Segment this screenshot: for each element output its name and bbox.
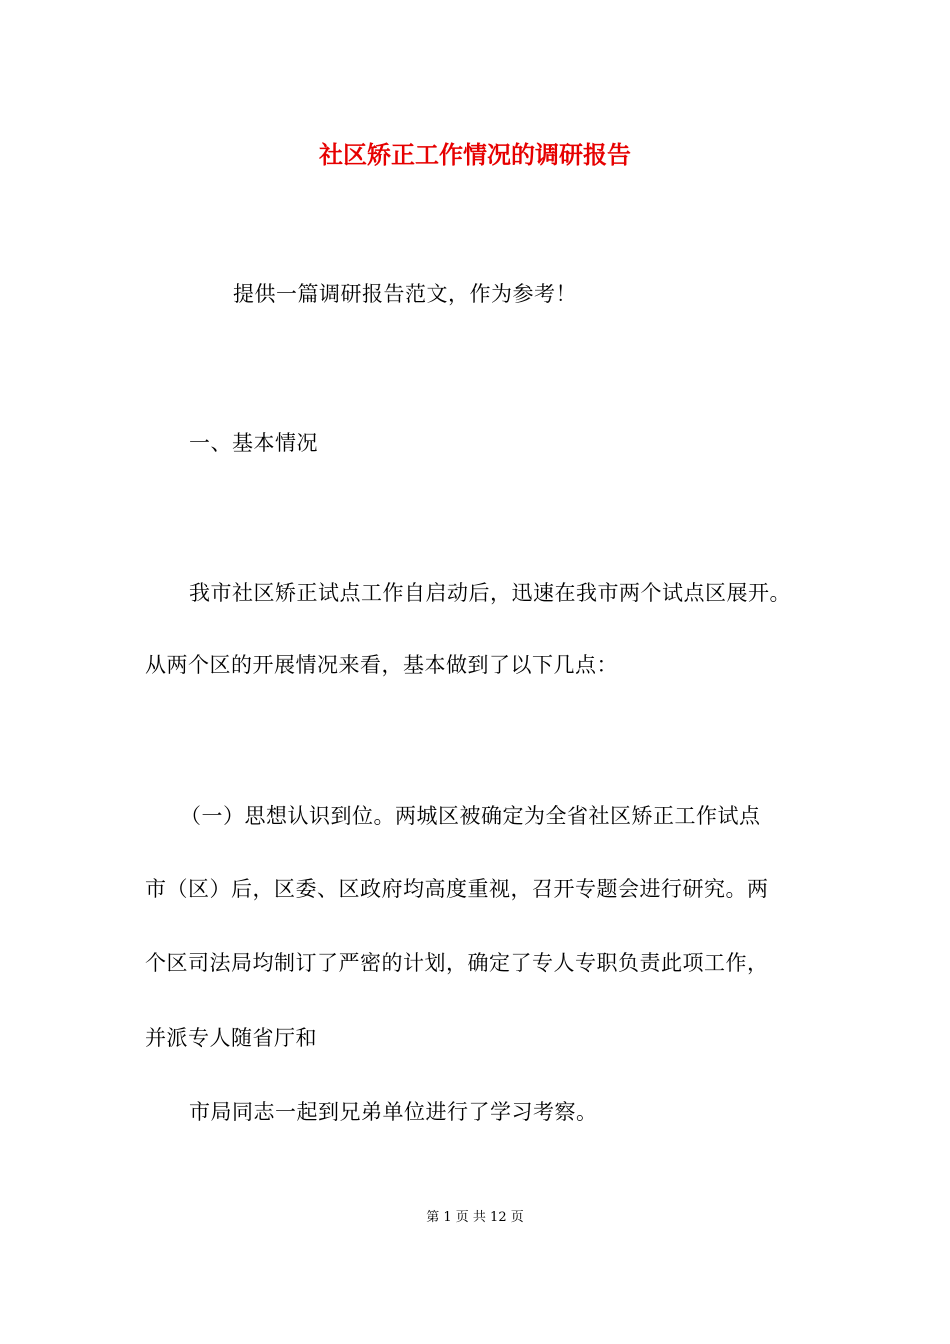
document-title: 社区矫正工作情况的调研报告 — [319, 140, 631, 169]
paragraph-line: 我市社区矫正试点工作自启动后，迅速在我市两个试点区展开。 — [189, 581, 791, 605]
page-number: 第 1 页 共 12 页 — [426, 1210, 524, 1225]
section-heading: 一、基本情况 — [189, 431, 318, 455]
paragraph-line: 从两个区的开展情况来看，基本做到了以下几点： — [145, 653, 618, 677]
paragraph-line: 并派专人随省厅和 — [145, 1026, 317, 1050]
intro-text: 提供一篇调研报告范文，作为参考！ — [233, 282, 577, 306]
paragraph-line: 市局同志一起到兄弟单位进行了学习考察。 — [189, 1100, 598, 1124]
paragraph-line: 市（区）后，区委、区政府均高度重视，召开专题会进行研究。两 — [145, 877, 769, 901]
paragraph-line: 个区司法局均制订了严密的计划，确定了专人专职负责此项工作， — [145, 951, 769, 975]
paragraph-line: （一）思想认识到位。两城区被确定为全省社区矫正工作试点 — [180, 804, 761, 828]
